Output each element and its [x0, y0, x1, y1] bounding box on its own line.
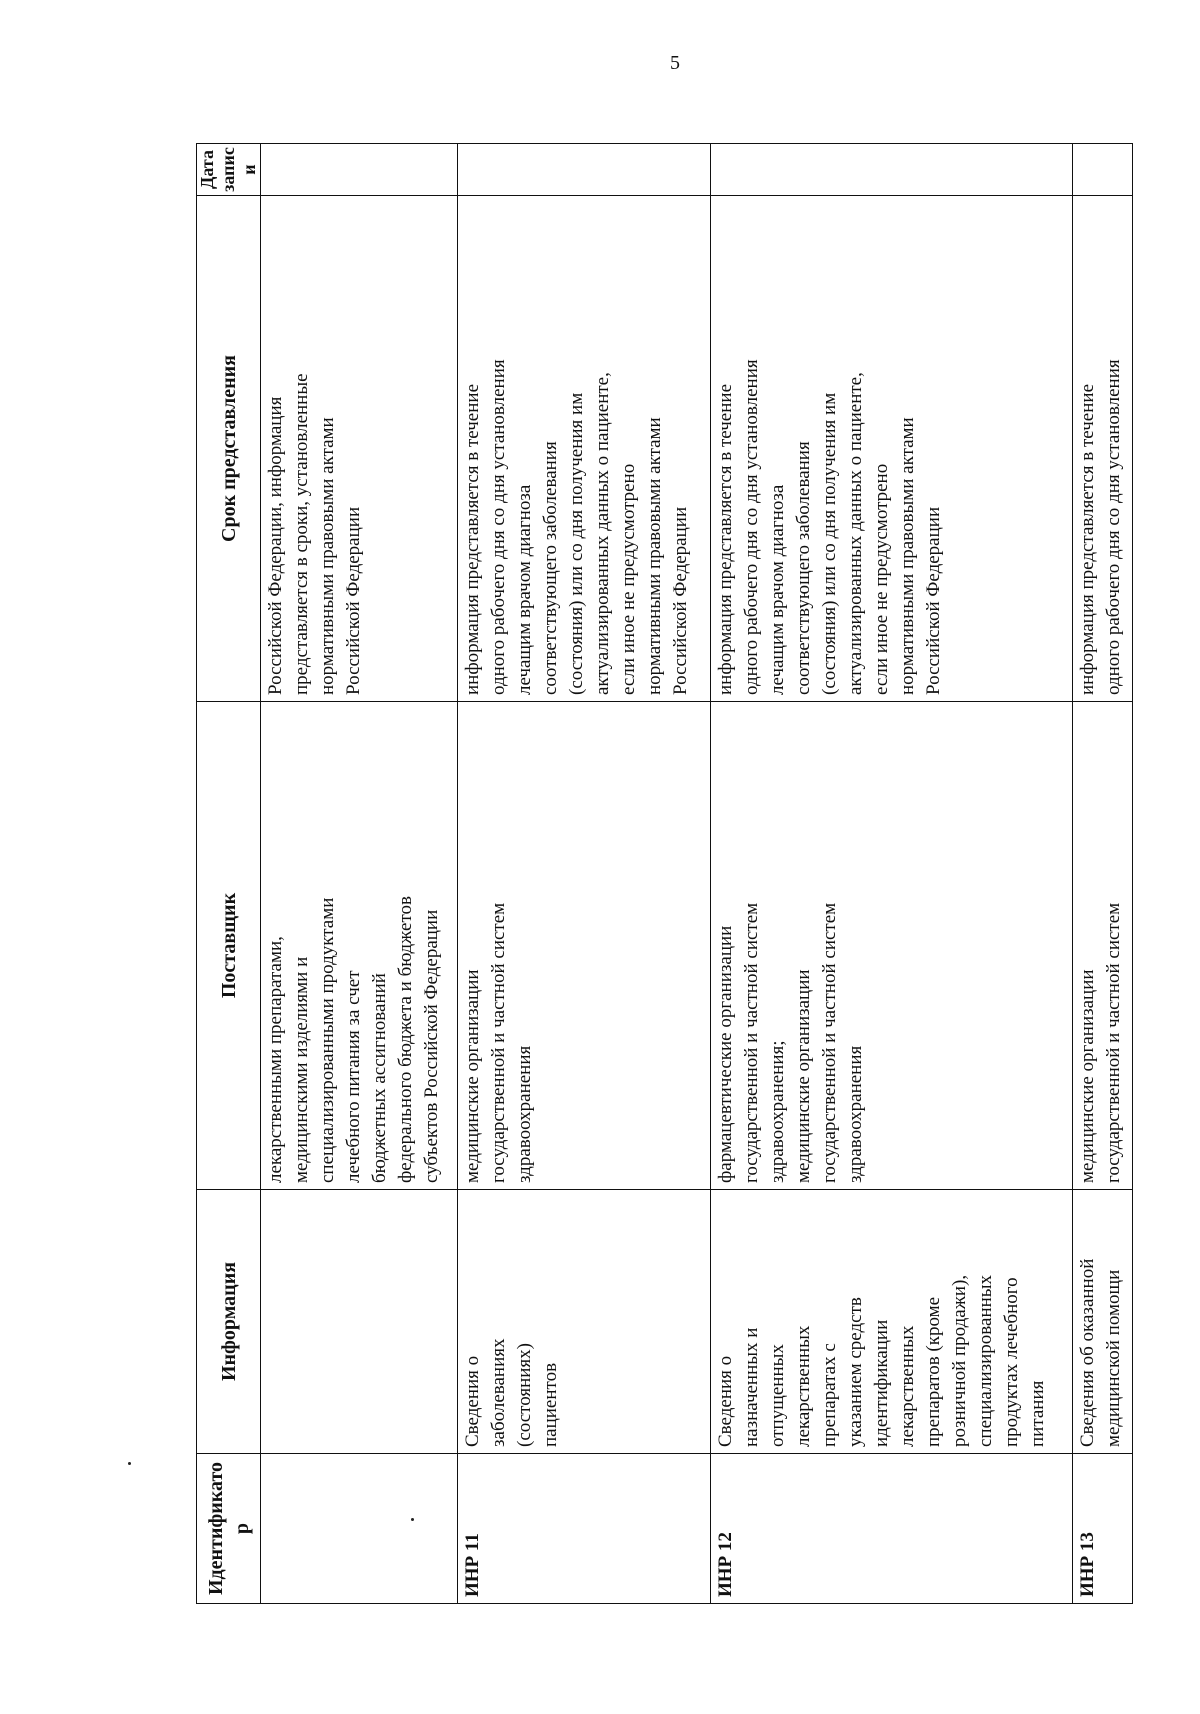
cell-id	[1072, 1454, 1132, 1604]
cell-info	[1072, 1190, 1132, 1454]
cell-line: одного рабочего дня со дня установления	[1102, 359, 1124, 695]
data-table	[196, 143, 1133, 1604]
table-row	[1072, 144, 1132, 1604]
cell-line: государственной и частной систем	[1102, 902, 1124, 1183]
cell-text: ИНР 11	[462, 1533, 484, 1597]
rotated-table-container	[196, 144, 1124, 1604]
cell-line: здравоохранения	[514, 1045, 536, 1183]
cell-line: пациентов	[540, 1362, 562, 1447]
cell-line: представляется в сроки, установленные	[291, 373, 312, 695]
cell-id	[458, 1454, 710, 1604]
cell-line: государственной и частной систем	[488, 902, 510, 1183]
cell-line: если иное не предусмотрено	[618, 463, 640, 695]
cell-line: лечащим врачом диагноза	[766, 484, 788, 695]
cell-id	[710, 1454, 1072, 1604]
cell-line: лекарственных	[792, 1325, 814, 1447]
cell-line: идентификации	[870, 1319, 892, 1447]
page-number: 5	[670, 52, 680, 74]
cell-line: питания	[1026, 1380, 1048, 1447]
scan-speck	[128, 1462, 131, 1465]
cell-term	[261, 196, 458, 702]
cell-line: если иное не предусмотрено	[870, 463, 892, 695]
cell-line: Сведения о	[462, 1355, 484, 1447]
cell-text: ИНР 12	[714, 1532, 736, 1597]
cell-line: соответствующего заболевания	[540, 441, 562, 695]
cell-line: здравоохранения;	[766, 1040, 788, 1183]
cell-supplier	[458, 702, 710, 1190]
cell-date	[458, 144, 710, 196]
cell-line: здравоохранения	[844, 1045, 866, 1183]
cell-line: информация представляется в течение	[462, 383, 484, 695]
cell-line: медицинские организации	[1076, 969, 1098, 1183]
cell-line: Сведения об оказанной	[1076, 1258, 1098, 1447]
cell-line: лекарственными препаратами,	[265, 936, 286, 1183]
table-row	[710, 144, 1072, 1604]
cell-line: информация представляется в течение	[714, 383, 736, 695]
cell-line: актуализированных данных о пациенте,	[844, 372, 866, 695]
table-row	[261, 144, 458, 1604]
cell-info	[710, 1190, 1072, 1454]
cell-line: Российской Федерации	[922, 506, 944, 695]
cell-line: лечащим врачом диагноза	[514, 484, 536, 695]
cell-line: государственной и частной систем	[818, 902, 840, 1183]
cell-line: продуктах лечебного	[1000, 1277, 1022, 1447]
cell-line: актуализированных данных о пациенте,	[592, 372, 614, 695]
header-info: Информация	[197, 1190, 261, 1454]
cell-date	[261, 144, 458, 196]
cell-line: одного рабочего дня со дня установления	[740, 359, 762, 695]
cell-text: ИНР 13	[1076, 1532, 1098, 1597]
cell-line: розничной продажи),	[948, 1274, 970, 1447]
header-term: Срок представления	[197, 196, 261, 702]
cell-line: назначенных и	[740, 1327, 762, 1447]
cell-line: (состояниях)	[514, 1343, 536, 1447]
header-id: Идентификатор	[197, 1454, 261, 1604]
cell-line: медицинские организации	[792, 969, 814, 1183]
cell-line: лечебного питания за счет	[343, 970, 364, 1183]
cell-line: информация представляется в течение	[1076, 383, 1098, 695]
cell-line: медицинской помощи	[1102, 1269, 1124, 1447]
cell-term	[710, 196, 1072, 702]
cell-line: медицинские организации	[462, 969, 484, 1183]
cell-date	[710, 144, 1072, 196]
cell-line: Российской Федерации	[343, 506, 364, 695]
cell-line: нормативными правовыми актами	[644, 417, 666, 695]
cell-line: (состояния) или со дня получения им	[818, 392, 840, 695]
cell-line: одного рабочего дня со дня установления	[488, 359, 510, 695]
cell-term	[1072, 196, 1132, 702]
cell-line: препаратов (кроме	[922, 1296, 944, 1447]
cell-line: Сведения о	[714, 1355, 736, 1447]
cell-line: фармацевтические организации	[714, 925, 736, 1183]
header-supplier: Поставщик	[197, 702, 261, 1190]
cell-line: заболеваниях	[488, 1338, 510, 1447]
cell-info	[458, 1190, 710, 1454]
cell-term	[458, 196, 710, 702]
cell-line: нормативными правовыми актами	[896, 417, 918, 695]
cell-supplier	[1072, 702, 1132, 1190]
cell-line: (состояния) или со дня получения им	[566, 392, 588, 695]
table-row	[458, 144, 710, 1604]
cell-line: специализированных	[974, 1274, 996, 1447]
cell-supplier	[710, 702, 1072, 1190]
cell-line: Российской Федерации	[670, 506, 692, 695]
cell-line: специализированными продуктами	[317, 897, 338, 1183]
cell-info	[261, 1190, 458, 1454]
header-date: Дата записи	[197, 144, 261, 196]
cell-line: государственной и частной систем	[740, 902, 762, 1183]
cell-supplier	[261, 702, 458, 1190]
cell-line: Российской Федерации, информация	[265, 396, 286, 695]
cell-line: указанием средств	[844, 1297, 866, 1447]
cell-line: федерального бюджета и бюджетов	[395, 896, 416, 1183]
table-header-row	[197, 144, 261, 1604]
cell-line: лекарственных	[896, 1325, 918, 1447]
cell-id	[261, 1454, 458, 1604]
cell-line: медицинскими изделиями и	[291, 956, 312, 1183]
cell-line: субъектов Российской Федерации	[421, 909, 442, 1183]
cell-line: препаратах с	[818, 1343, 840, 1447]
cell-date	[1072, 144, 1132, 196]
cell-line: отпущенных	[766, 1344, 788, 1447]
cell-line: соответствующего заболевания	[792, 441, 814, 695]
cell-line: нормативными правовыми актами	[317, 417, 338, 695]
cell-line: бюджетных ассигнований	[369, 973, 390, 1183]
